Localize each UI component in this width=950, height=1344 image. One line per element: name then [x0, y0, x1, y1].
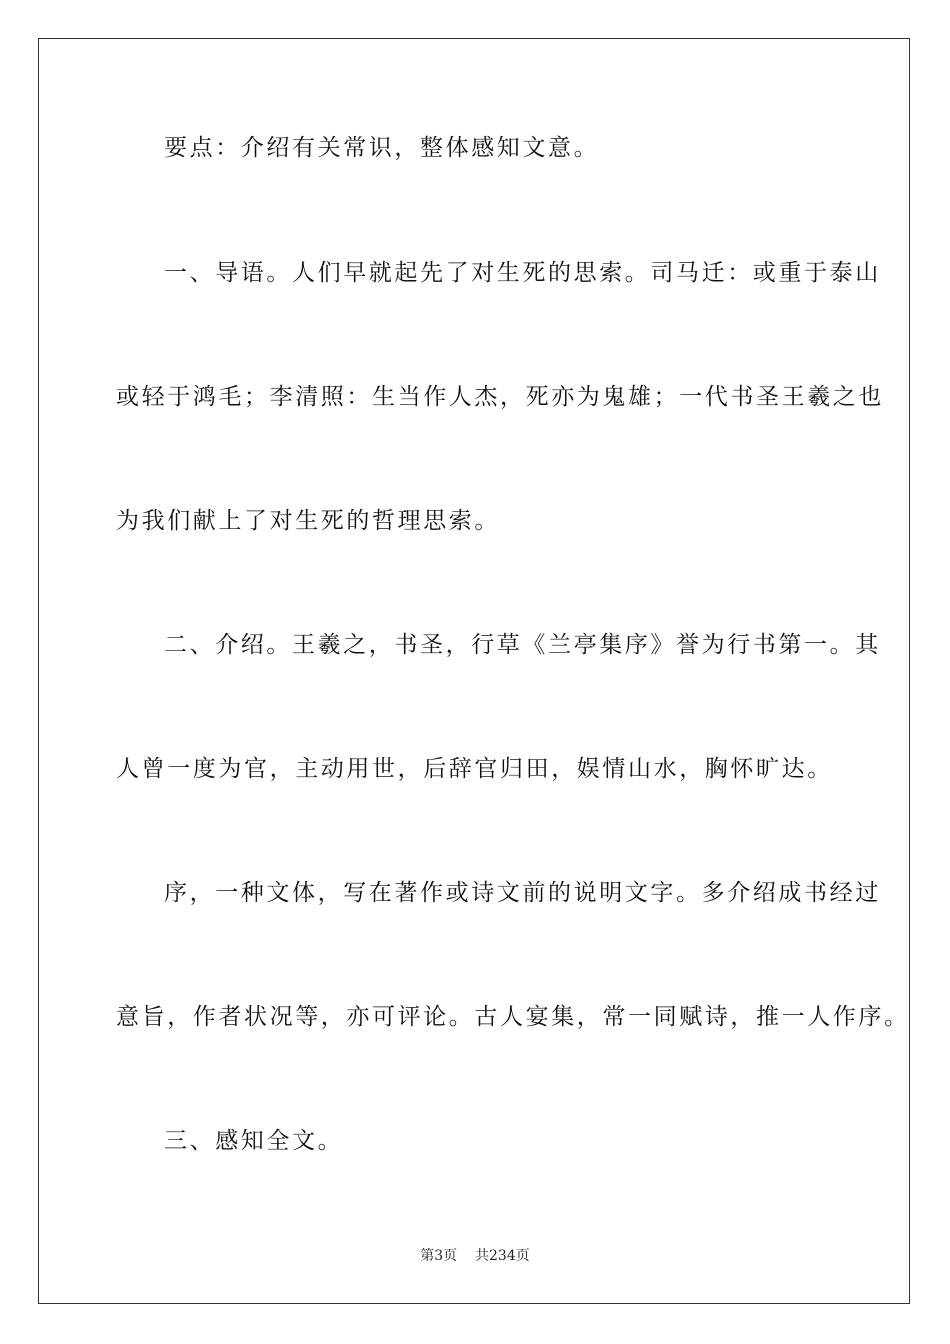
paragraph-author-line-2: 人曾一度为官，主动用世，后辞官归田，娱情山水，胸怀旷达。 [116, 756, 833, 782]
page-total: 共234页 [475, 1248, 530, 1264]
paragraph-genre-line-2: 意旨，作者状况等，亦可评论。古人宴集，常一同赋诗，推一人作序。 [116, 1004, 910, 1030]
page-border [38, 38, 910, 1304]
paragraph-author-line-1: 二、介绍。王羲之，书圣，行草《兰亭集序》誉为行书第一。其 [164, 632, 881, 658]
paragraph-key-points: 要点：介绍有关常识，整体感知文意。 [164, 135, 600, 161]
paragraph-intro-line-2: 或轻于鸿毛；李清照：生当作人杰，死亦为鬼雄；一代书圣王羲之也 [116, 384, 884, 410]
page-footer [0, 1246, 950, 1266]
paragraph-intro-line-1: 一、导语。人们早就起先了对生死的思索。司马迁：或重于泰山 [164, 260, 881, 286]
paragraph-section-three: 三、感知全文。 [164, 1128, 344, 1154]
page-number: 第3页 [420, 1248, 458, 1264]
paragraph-genre-line-1: 序，一种文体，写在著作或诗文前的说明文字。多介绍成书经过 [164, 880, 881, 906]
paragraph-intro-line-3: 为我们献上了对生死的哲理思索。 [116, 508, 500, 534]
